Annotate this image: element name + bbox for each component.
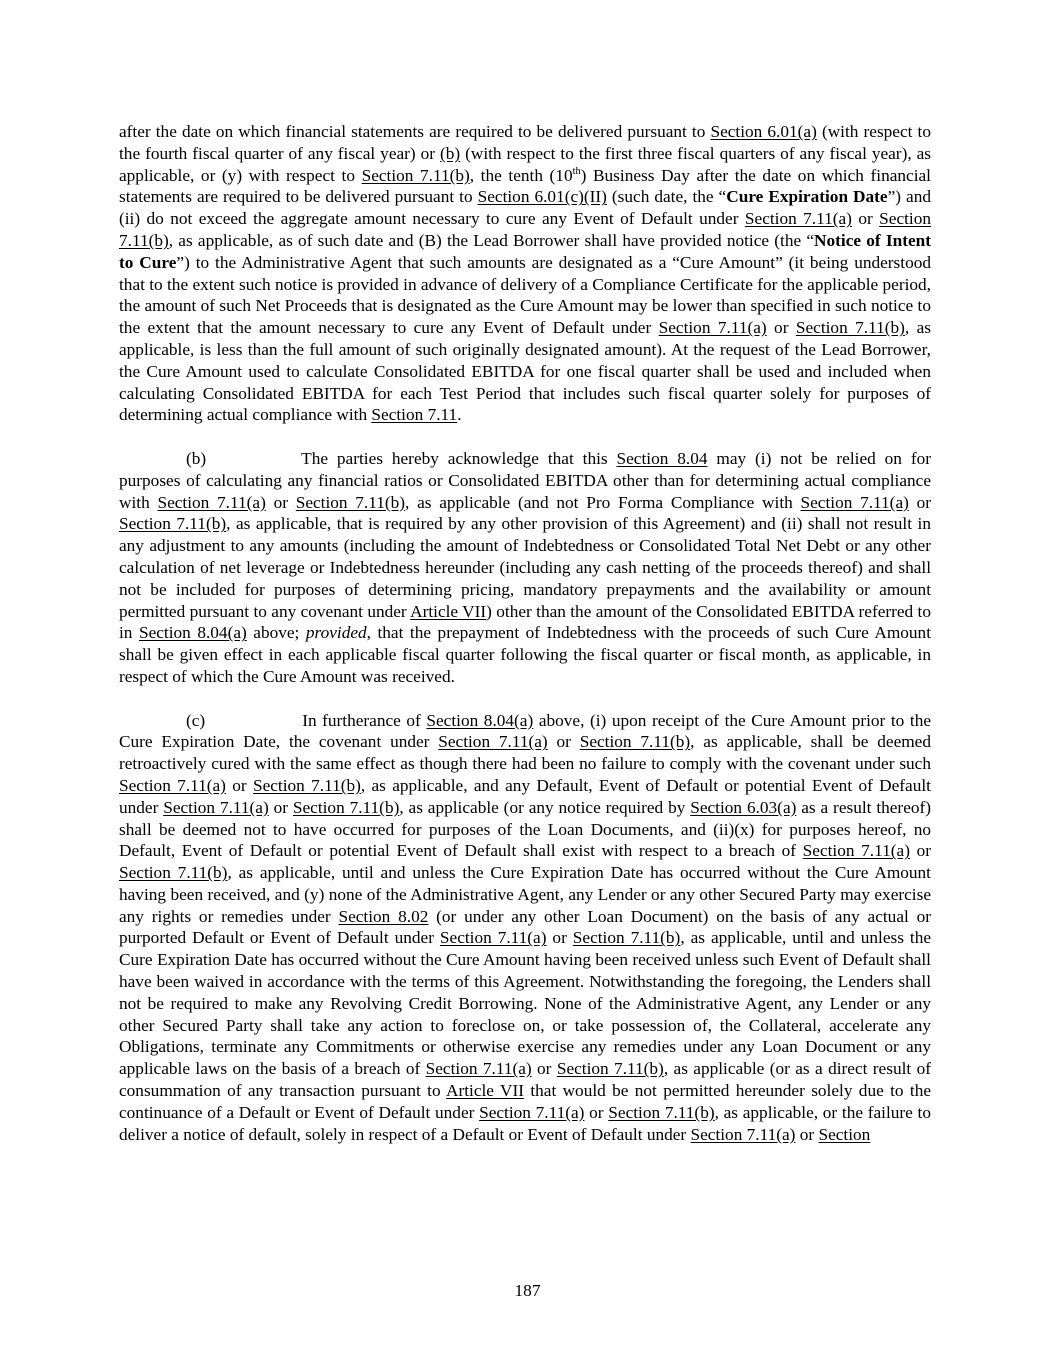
text-run: or — [546, 928, 573, 948]
text-run: (b) — [186, 448, 207, 468]
text-run: Section 7.11(a) — [425, 1059, 532, 1079]
text-run: ) Business Day after the date on which financial statements are required to be delivered pursuant to — [119, 165, 931, 207]
text-run: ”) to the Administrative Agent that such amounts are designated as a “Cure Amount” (it being understood that to the extent such notice is provided in advance of delivery of a Compliance Certificate for the applicable period, the amount of such Net Proceeds that is designated as the Cure Amount may be lower than specified in such notice to the extent that the amount necessary to cure any Event of Default under — [119, 252, 931, 338]
text-run: Section 7.11(a) — [802, 841, 910, 861]
text-run: The parties hereby acknowledge that this — [301, 448, 617, 468]
text-run: Section 8.04(a) — [426, 710, 534, 730]
text-run: , the tenth (10 — [469, 165, 573, 185]
text-run: may (i) not be relied on for purposes of calculating any financial ratios or Consolidated EBITDA other than for determining actual compliance with — [119, 448, 931, 512]
text-run: Section 7.11(a) — [690, 1124, 796, 1144]
text-run: , as applicable, as of such date and (B) the Lead Borrower shall have provided notice (the “ — [168, 230, 815, 250]
paragraph-c — [119, 710, 931, 1146]
text-run: Section 7.11(b) — [119, 863, 228, 883]
text-run: Section 7.11(b) — [252, 775, 361, 795]
text-run: , as applicable, that is required by any other provision of this Agreement) and (ii) shall not result in any adjustment to any amounts (including the amount of Indebtedness or Consolidated Total Net Debt or any other calculation of net leverage or Indebtedness hereunder (including any cash netting of the proceeds thereof) and shall not be included for purposes of determining pricing, mandatory prepayments and the availability or amount permitted pursuant to any covenant under — [119, 514, 931, 621]
text-run: th — [572, 165, 581, 177]
text-run: Section 8.04 — [616, 448, 708, 468]
text-run: or — [766, 318, 796, 338]
text-run: , as applicable, shall be deemed retroactively cured with the same effect as though there had been no failure to comply with the covenant under such — [119, 732, 931, 774]
text-run: as a result thereof) shall be deemed not to have occurred for purposes of the Loan Documents, and (ii)(x) for purposes hereof, no Default, Event of Default or potential Event of Default shall exist with respect to a breach of — [119, 797, 932, 861]
text-run: that would be not permitted hereunder solely due to the continuance of a Default or Event of Default under — [119, 1081, 931, 1122]
text-run: Notice of Intent to Cure — [119, 230, 931, 272]
text-run: provided — [305, 623, 367, 643]
text-run: Section 7.11(a) — [157, 492, 266, 512]
text-run: In furtherance of — [302, 710, 427, 730]
text-run: Section 7.11(b) — [572, 928, 681, 948]
text-run: Section — [818, 1124, 871, 1144]
page-number: 187 — [514, 1281, 541, 1300]
text-run: Article VII — [445, 1081, 524, 1101]
text-run: or — [225, 775, 253, 795]
text-run: or — [547, 732, 580, 752]
text-run: ”) and (ii) do not exceed the aggregate amount necessary to cure any Event of Default under — [119, 187, 931, 229]
text-run: or — [795, 1124, 819, 1144]
text-run: Section 7.11(b) — [292, 797, 400, 817]
text-run: Section 8.04(a) — [138, 623, 247, 643]
text-run: Section 7.11 — [371, 405, 458, 425]
text-run: (such date, the “ — [606, 187, 727, 207]
text-run: Section 7.11(b) — [361, 165, 470, 185]
text-run: Section 7.11(a) — [479, 1102, 585, 1122]
text-run: , as applicable (or as a direct result of consummation of any transaction pursuant to — [119, 1059, 931, 1101]
text-run: or — [265, 492, 296, 512]
text-run: (b) — [439, 143, 461, 163]
text-run: ) other than the amount of the Consolidated EBITDA referred to in — [119, 601, 931, 643]
text-run: or — [584, 1102, 609, 1122]
document-body — [119, 121, 931, 1145]
text-run: (with respect to the fourth fiscal quarter of any fiscal year) or — [119, 122, 931, 163]
text-run: (c) — [186, 710, 206, 730]
text-run: , that the prepayment of Indebtedness with the proceeds of such Cure Amount shall be given effect in each applicable fiscal quarter following the fiscal quarter or fiscal month, as applicable, in respect of which the Cure Amount was received. — [119, 623, 932, 686]
text-run: Section 7.11(b) — [119, 209, 932, 250]
text-run: Cure Expiration Date — [726, 187, 888, 207]
text-run: , as applicable, is less than the full amount of such originally designated amount). At the request of the Lead Borrower, the Cure Amount used to calculate Consolidated EBITDA for one fiscal quarter shall be used and included when calculating Consolidated EBITDA for each Test Period that includes such fiscal quarter solely for purposes of determining actual compliance with — [119, 318, 931, 425]
text-run: Section 7.11(a) — [163, 797, 269, 817]
text-run: , as applicable (or any notice required by — [399, 797, 691, 817]
text-run: Section 7.11(a) — [439, 928, 547, 948]
text-run: or — [268, 797, 293, 817]
text-run: or — [908, 492, 932, 512]
text-run: Article VII — [410, 601, 487, 621]
text-run: Section 6.01(c)(II) — [477, 187, 607, 207]
text-run: or — [909, 841, 932, 861]
text-run: Section 7.11(a) — [658, 318, 767, 338]
text-run: Section 7.11(a) — [438, 732, 548, 752]
text-run: Section 7.11(b) — [608, 1102, 715, 1122]
text-run: above, (i) upon receipt of the Cure Amount prior to the Cure Expiration Date, the covenant under — [119, 710, 932, 752]
text-run: Section 7.11(a) — [119, 775, 226, 795]
paragraph-continuation — [119, 121, 931, 426]
text-run: Section 6.03(a) — [690, 797, 797, 817]
text-run: Section 7.11(a) — [800, 492, 909, 512]
text-run: above; — [246, 623, 306, 643]
text-run: , as applicable (and not Pro Forma Compliance with — [405, 492, 801, 512]
text-run: , as applicable, and any Default, Event of Default or potential Event of Default under — [119, 775, 931, 817]
text-run: or — [531, 1059, 557, 1079]
text-run: . — [457, 405, 462, 425]
text-run: after the date on which financial statements are required to be delivered pursuant to — [119, 122, 711, 141]
text-run: or — [851, 209, 880, 229]
text-run: Section 7.11(a) — [744, 209, 852, 229]
text-run: Section 7.11(b) — [295, 492, 406, 512]
text-run: (or under any other Loan Document) on the basis of any actual or purported Default or Event of Default under — [119, 906, 931, 948]
text-run: Section 6.01(a) — [710, 122, 817, 141]
text-run: Section 7.11(b) — [556, 1059, 664, 1079]
text-run: Section 7.11(b) — [579, 732, 691, 752]
text-run: (with respect to the first three fiscal quarters of any fiscal year), as applicable, or (y) with respect to — [119, 143, 931, 185]
text-run: , as applicable, until and unless the Cure Expiration Date has occurred without the Cure Amount having been received, and (y) none of the Administrative Agent, any Lender or any other Secured Party may exercise any rights or remedies under — [119, 863, 931, 926]
paragraph-b — [119, 448, 931, 688]
text-run: Section 7.11(b) — [795, 318, 905, 338]
text-run: Section 8.02 — [338, 906, 429, 926]
text-run: , as applicable, or the failure to deliver a notice of default, solely in respect of a Default or Event of Default under — [119, 1102, 931, 1144]
text-run: , as applicable, until and unless the Cure Expiration Date has occurred without the Cure Amount having been received unless such Event of Default shall have been waived in accordance with the terms of this Agreement. Notwithstanding the foregoing, the Lenders shall not be required to make any Revolving Credit Borrowing. None of the Administrative Agent, any Lender or any other Secured Party shall take any action to foreclose on, or take possession of, the Collateral, accelerate any Obligations, terminate any Commitments or otherwise exercise any remedies under any Loan Document or any applicable laws on the basis of a breach of — [119, 928, 932, 1079]
text-run: Section 7.11(b) — [119, 514, 227, 534]
